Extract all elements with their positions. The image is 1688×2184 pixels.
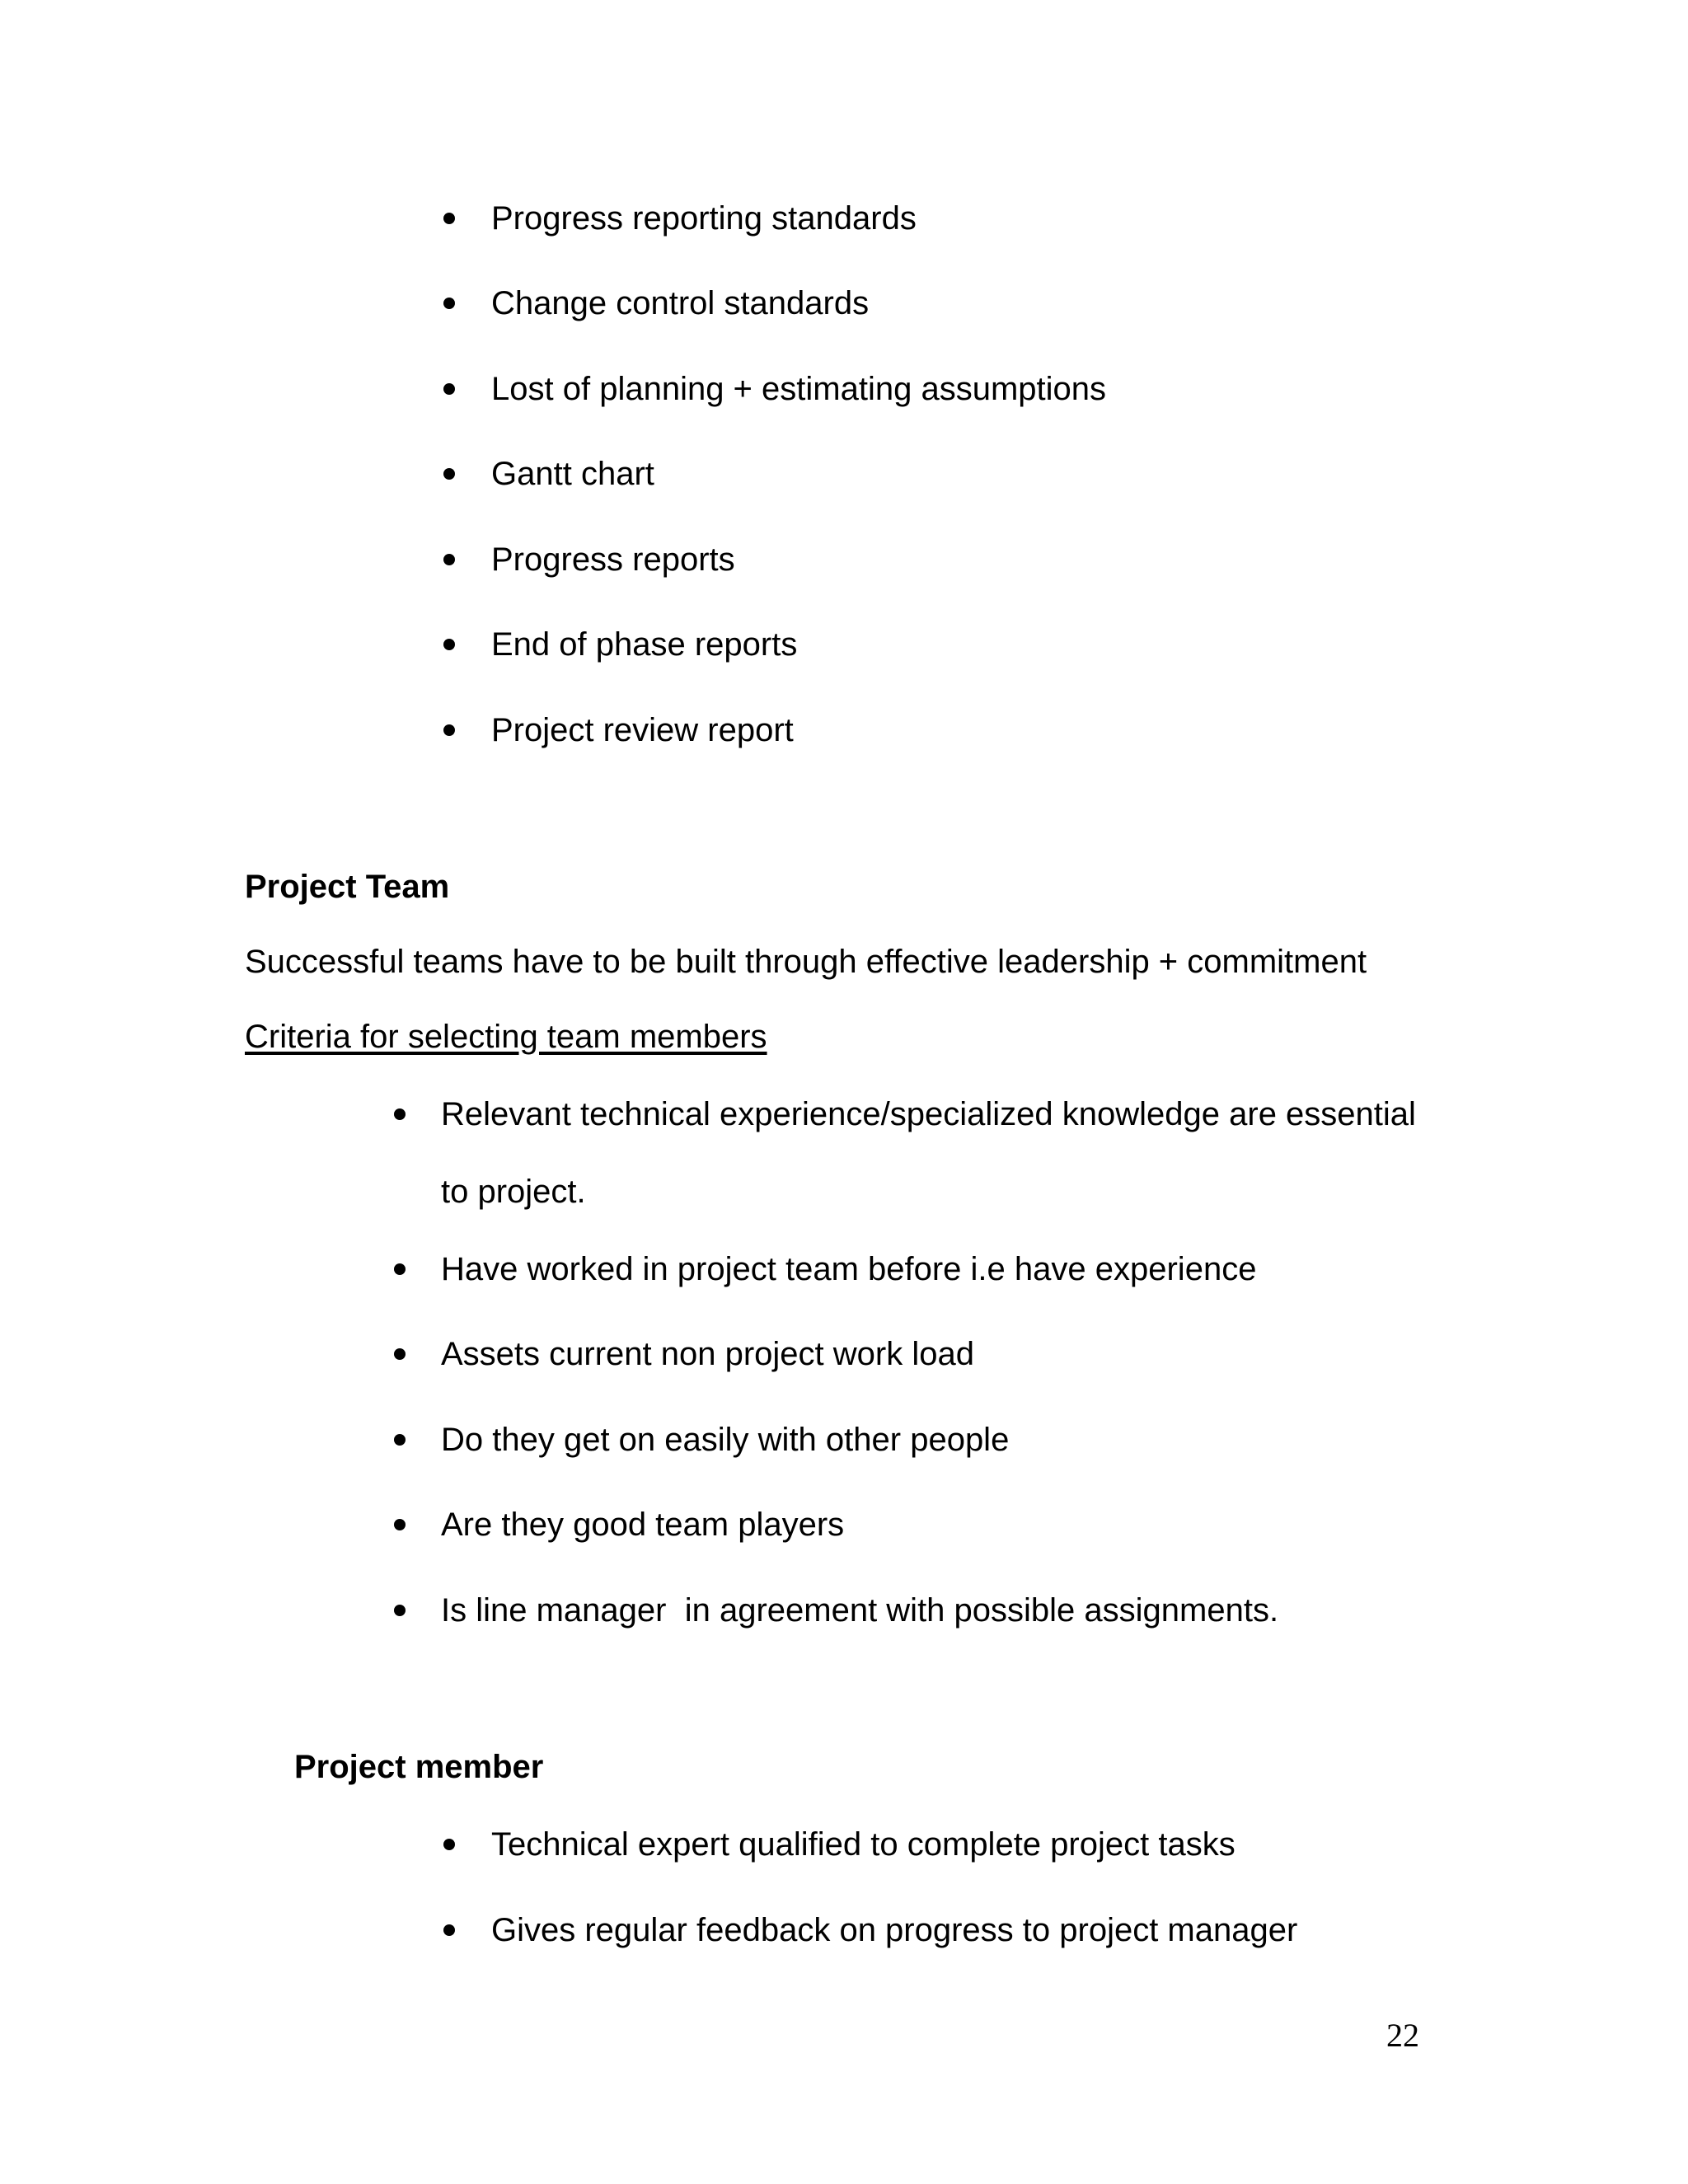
bullet-icon [443,383,455,395]
list-item: Progress reporting standards [491,200,917,237]
bullet-icon [394,1605,406,1616]
list-item: Do they get on easily with other people [441,1422,1010,1458]
page-number: 22 [1386,2017,1419,2054]
list-item: End of phase reports [491,626,798,663]
list-item: Lost of planning + estimating assumptions [491,371,1106,407]
list-item: Change control standards [491,285,870,321]
list-item: Are they good team players [441,1507,845,1543]
bullet-icon [443,639,455,650]
bullet-icon [443,724,455,736]
bullet-icon [443,554,455,565]
list-item: Assets current non project work load [441,1336,974,1372]
bullet-icon [394,1263,406,1275]
list-item-continuation: to project. [441,1174,586,1210]
section-intro: Successful teams have to be built through effective leadership + commitment [245,944,1367,980]
list-item: Gives regular feedback on progress to project manager [491,1912,1298,1948]
bullet-icon [394,1519,406,1530]
list-item: Progress reports [491,541,735,578]
bullet-icon [394,1348,406,1360]
section-heading: Project Team [245,869,450,905]
list-item: Have worked in project team before i.e have experience [441,1251,1257,1287]
list-item: Technical expert qualified to complete project tasks [491,1826,1236,1863]
list-item: Is line manager in agreement with possible assignments. [441,1592,1279,1629]
bullet-icon [443,1839,455,1850]
criteria-label: Criteria for selecting team members [245,1019,767,1055]
bullet-icon [394,1434,406,1446]
list-item: Project review report [491,712,794,748]
bullet-icon [443,213,455,224]
bullet-icon [443,468,455,480]
list-item: Gantt chart [491,456,654,492]
bullet-icon [443,1924,455,1936]
list-item: Relevant technical experience/specialized knowledge are essential [441,1096,1416,1132]
bullet-icon [443,298,455,309]
section-heading: Project member [294,1749,544,1785]
bullet-icon [394,1108,406,1120]
